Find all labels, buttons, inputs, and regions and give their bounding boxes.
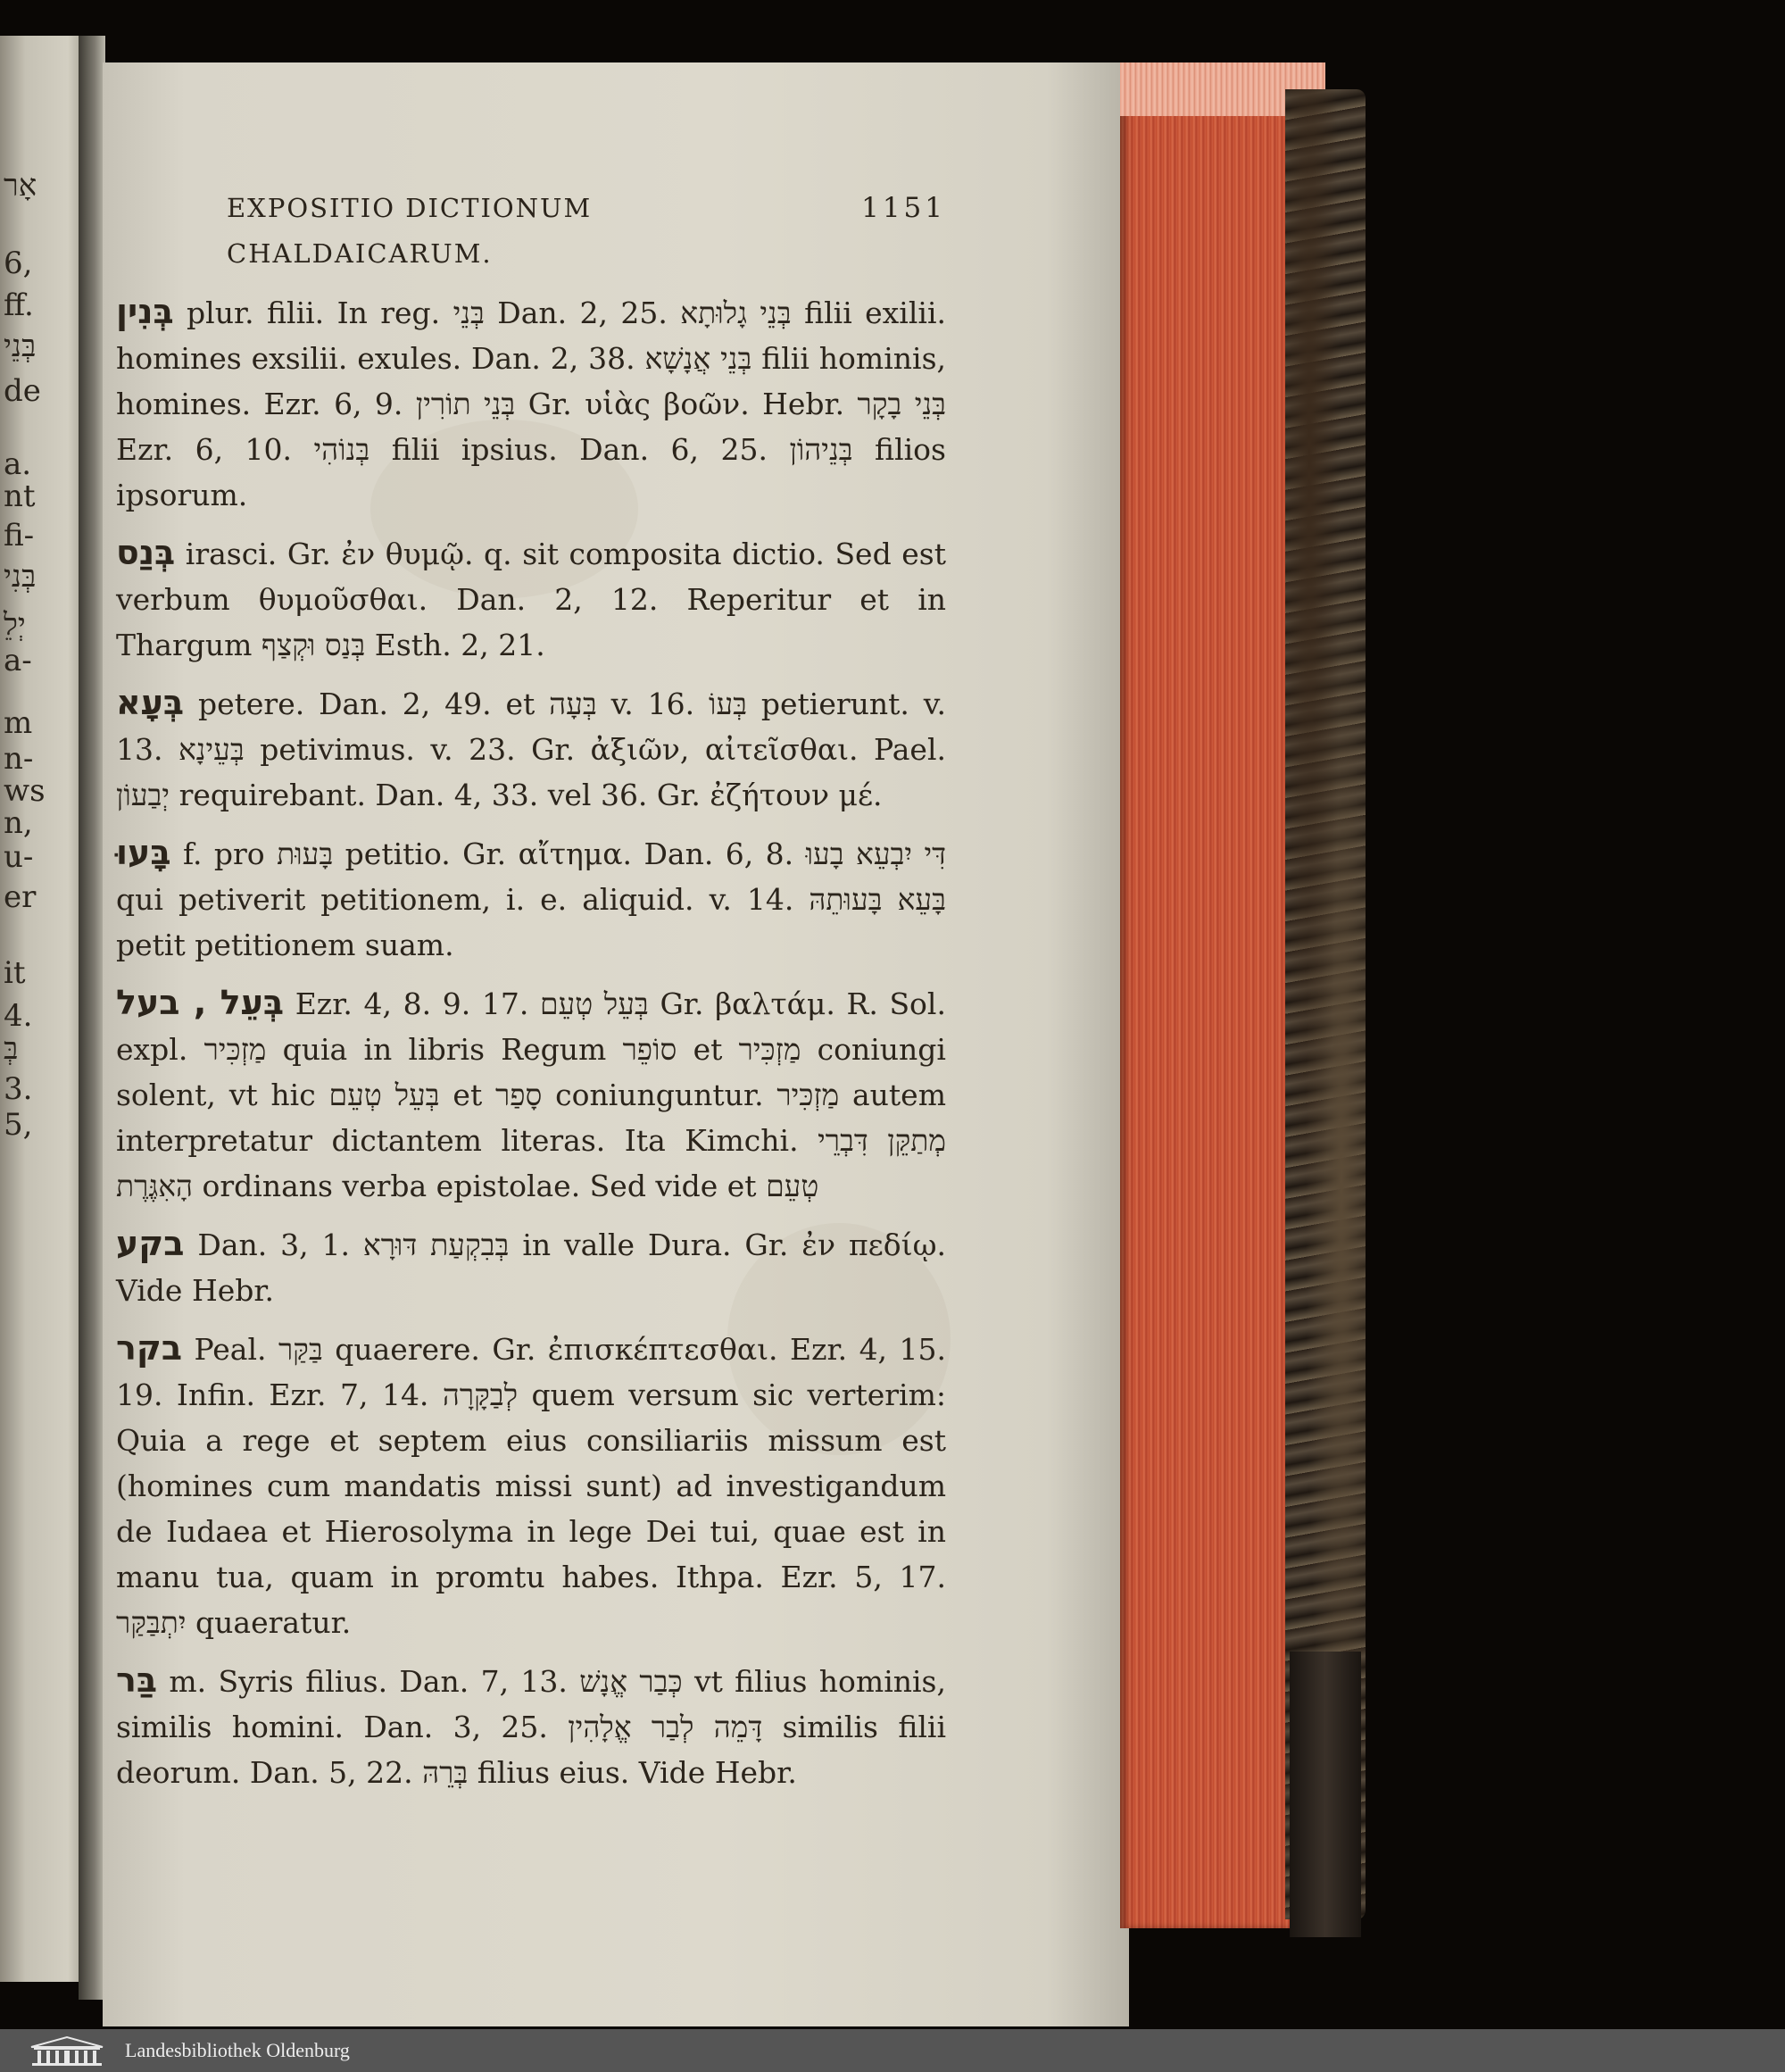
page-text xyxy=(116,186,946,1795)
left-fragment: nt xyxy=(4,478,36,514)
left-fragment: בְּנִי xyxy=(4,559,37,595)
left-fragment: a- xyxy=(4,643,32,678)
left-fragment: בְּ xyxy=(4,1031,19,1067)
entry-text: m. Syris filius. Dan. 7, 13. כְּבַר אֱנָשׁ vt filius hominis, similis homini. Dan. 3, 25. דָּמֵה לְבַר אֱלָהִין similis filii deorum. Dan. 5, 22. בְּרֵהּ filius eius. Vide Hebr. xyxy=(116,1664,946,1790)
dictionary-entry xyxy=(116,530,946,668)
book-gutter xyxy=(79,36,105,2000)
left-fragment: 5, xyxy=(4,1107,33,1143)
left-page-edge xyxy=(0,36,85,1982)
viewer-footer xyxy=(0,2029,1785,2072)
dictionary-entry xyxy=(116,1658,946,1795)
left-fragment: er xyxy=(4,879,37,915)
left-fragment: n- xyxy=(4,741,34,777)
left-fragment: de xyxy=(4,373,41,409)
entry-headword: בְּנַס xyxy=(116,533,176,572)
entry-headword: בקע xyxy=(116,1224,185,1263)
dictionary-entry xyxy=(116,680,946,818)
marbled-cover xyxy=(1285,89,1366,1919)
left-fragment: 6, xyxy=(4,245,33,281)
running-head xyxy=(116,186,946,277)
left-page-text-fragments xyxy=(0,36,85,1982)
dictionary-entry xyxy=(116,980,946,1209)
running-head-title: EXPOSITIO DICTIONUM CHALDAICARUM. xyxy=(227,193,593,269)
entry-headword: בְּנִין xyxy=(116,292,174,331)
cover-spine xyxy=(1290,1652,1361,1937)
left-fragment: ws xyxy=(4,773,46,809)
entry-text: Dan. 3, 1. בְּבִקְעַת דּוּרָא in valle Dura. Gr. ἐν πεδίῳ. Vide Hebr. xyxy=(116,1227,946,1308)
entry-headword: בְּעֵל , בעל xyxy=(116,983,285,1022)
left-fragment: u- xyxy=(4,839,34,875)
entry-text: petere. Dan. 2, 49. et בְּעָה v. 16. בְּעוֹ petierunt. v. 13. בְּעֵינָא petivimus. v. 23. Gr. ἀξιῶν, αἰτεῖσθαι. Pael. יְבַעוֹן requirebant. Dan. 4, 33. vel 36. Gr. ἐζήτουν μέ. xyxy=(116,687,947,812)
left-fragment: n, xyxy=(4,805,33,841)
left-fragment: it xyxy=(4,955,26,991)
dictionary-entry xyxy=(116,1221,946,1313)
left-fragment: a. xyxy=(4,446,32,482)
entry-headword: בקר xyxy=(116,1328,183,1368)
left-fragment: 4. xyxy=(4,998,33,1034)
page-number: 1151 xyxy=(861,192,946,224)
entry-headword: בְּעָא xyxy=(116,683,185,722)
left-fragment: m xyxy=(4,705,33,741)
left-fragment: fi- xyxy=(4,518,35,553)
left-fragment: יְלֵ xyxy=(4,607,26,643)
entry-text: Peal. בַּקַּר quaerere. Gr. ἐπισκέπτεσθαι. Ezr. 4, 15. 19. Infin. Ezr. 7, 14. לְבַקָּרָה quem versum sic verterim: Quia a rege et septem eius consiliariis missum est (homines cum mandatis missi sunt) ad investigandum de Iudaea et Hierosolyma in lege Dei tui, quae est in manu tua, quam in promtu habes. Ithpa. Ezr. 5, 17. יִתְבַּקַּר quaeratur. xyxy=(116,1332,946,1640)
entry-text: f. pro בָּעוּת petitio. Gr. αἴτημα. Dan. 6, 8. דִּי יִבְעֵא בָעוּ qui petiverit petitionem, i. e. aliquid. v. 14. בָּעֵא בָּעוּתֵהּ petit petitionem suam. xyxy=(116,836,946,962)
entry-headword: בָּעוּ xyxy=(116,833,171,872)
dictionary-entry xyxy=(116,289,946,518)
left-fragment: אָר xyxy=(4,168,37,204)
left-fragment: 3. xyxy=(4,1071,33,1107)
dictionary-entry xyxy=(116,1326,946,1645)
dictionary-entry xyxy=(116,830,946,968)
library-logo-icon xyxy=(27,2035,107,2067)
entry-text: Ezr. 4, 8. 9. 17. בְּעֵל טְעֵם Gr. βαλτάμ. R. Sol. expl. מַזְכִּיר quia in libris Regum סוֹפֵר et מַזְכִּיר coniungi solent, vt hic בְּעֵל טְעֵם et סָפַר coniunguntur. מַזְכִּיר autem interpretatur dictantem literas. Ita Kimchi. מְתַקֵּן דִּבְרֵי הָאִגֶּרֶת ordinans verba epistolae. Sed vide et טְעֵם xyxy=(116,986,946,1203)
entry-text: irasci. Gr. ἐν θυμῷ. q. sit composita dictio. Sed est verbum θυμοῦσθαι. Dan. 2, 12. Reperitur et in Thargum בְּנַס וּקְצַף Esth. 2, 21. xyxy=(116,537,946,662)
left-fragment: בְּנֵי xyxy=(4,329,37,364)
entry-text: plur. filii. In reg. בְּנֵי Dan. 2, 25. בְּנֵי גָלוּתָא filii exilii. homines exsilii. exules. Dan. 2, 38. בְּנֵי אֲנָשָׁא filii hominis, homines. Ezr. 6, 9. בְּנֵי תוֹרִין Gr. υἱὰς βοῶν. Hebr. בְּנֵי בָקָר Ezr. 6, 10. בְּנוֹהִי filii ipsius. Dan. 6, 25. בְּנֵיהוֹן filios ipsorum. xyxy=(116,295,946,512)
entry-headword: בַּר xyxy=(116,1660,158,1700)
library-name: Landesbibliothek Oldenburg xyxy=(125,2039,350,2061)
left-fragment: ff. xyxy=(4,287,34,323)
